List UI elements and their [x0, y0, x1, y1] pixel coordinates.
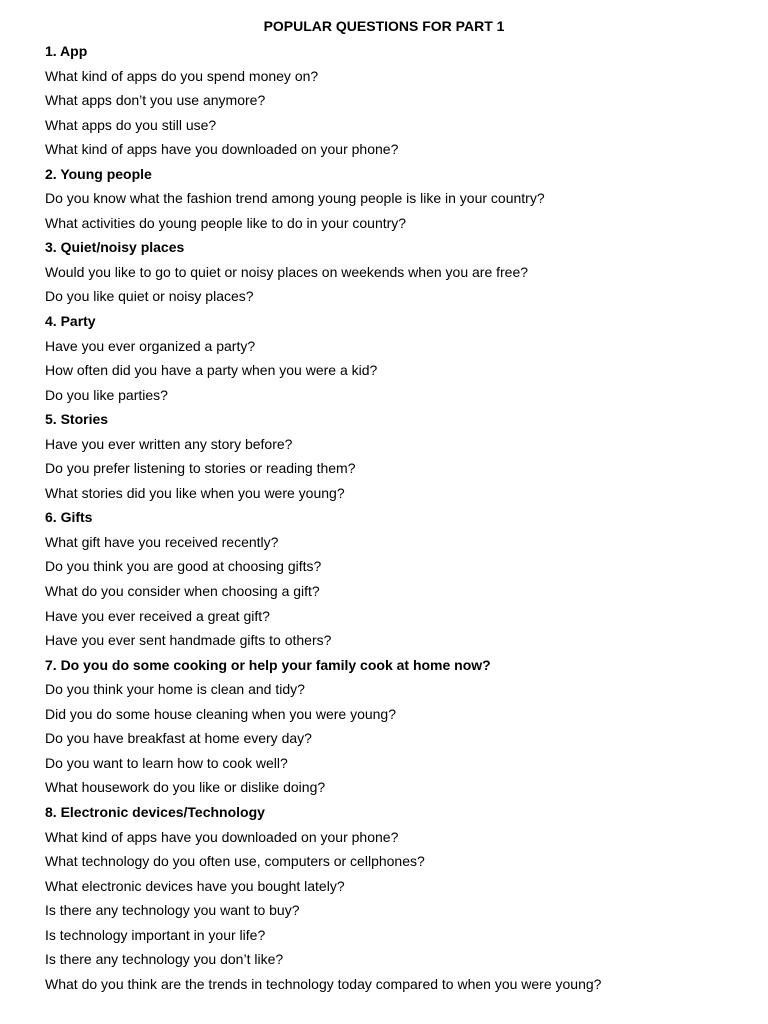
question-item: What technology do you often use, computers or cellphones?: [45, 853, 425, 870]
section-heading: 1. App: [45, 43, 88, 59]
question-item: Do you prefer listening to stories or reading them?: [45, 460, 356, 477]
section-heading: 3. Quiet/noisy places: [45, 239, 185, 256]
question-item: Have you ever sent handmade gifts to others?: [45, 632, 332, 649]
question-item: What do you think are the trends in technology today compared to when you were young?: [45, 975, 602, 992]
question-item: What housework do you like or dislike doing?: [45, 779, 326, 796]
question-item: Have you ever organized a party?: [45, 337, 256, 354]
question-item: Do you think your home is clean and tidy?: [45, 681, 305, 698]
question-item: Do you like parties?: [45, 386, 168, 403]
question-item: What kind of apps do you spend money on?: [45, 67, 319, 84]
question-item: What do you consider when choosing a gift?: [45, 583, 320, 600]
section-heading: 5. Stories: [45, 411, 109, 428]
question-item: What kind of apps have you downloaded on your phone?: [45, 141, 399, 158]
question-item: What apps do you still use?: [45, 116, 217, 133]
section-heading: 2. Young people: [45, 165, 152, 182]
section-heading: 7. Do you do some cooking or help your family cook at home now?: [45, 656, 491, 673]
question-item: What gift have you received recently?: [45, 533, 279, 550]
question-item: Do you like quiet or noisy places?: [45, 288, 254, 305]
question-item: What kind of apps have you downloaded on your phone?: [45, 828, 399, 845]
question-item: Did you do some house cleaning when you were young?: [45, 705, 397, 722]
question-item: What stories did you like when you were young?: [45, 484, 345, 501]
question-item: What apps don’t you use anymore?: [45, 92, 266, 109]
question-item: How often did you have a party when you were a kid?: [45, 362, 378, 379]
question-item: Do you know what the fashion trend among young people is like in your country?: [45, 190, 545, 207]
section-heading: 6. Gifts: [45, 509, 93, 526]
question-item: Do you think you are good at choosing gifts?: [45, 558, 322, 575]
question-item: Have you ever written any story before?: [45, 435, 293, 452]
section-heading: 4. Party: [45, 313, 96, 330]
question-item: Do you want to learn how to cook well?: [45, 754, 288, 771]
section-heading: 8. Electronic devices/Technology: [45, 803, 265, 820]
question-item: What activities do young people like to do in your country?: [45, 214, 407, 231]
question-item: Have you ever received a great gift?: [45, 607, 270, 624]
question-item: Is there any technology you want to buy?: [45, 902, 300, 919]
question-list: [45, 41, 745, 998]
page-title: POPULAR QUESTIONS FOR PART 1: [263, 18, 505, 34]
question-item: Is technology important in your life?: [45, 926, 266, 943]
question-item: Do you have breakfast at home every day?: [45, 730, 312, 747]
question-item: What electronic devices have you bought lately?: [45, 877, 345, 894]
question-item: Would you like to go to quiet or noisy places on weekends when you are free?: [45, 263, 529, 280]
question-item: Is there any technology you don’t like?: [45, 951, 284, 968]
